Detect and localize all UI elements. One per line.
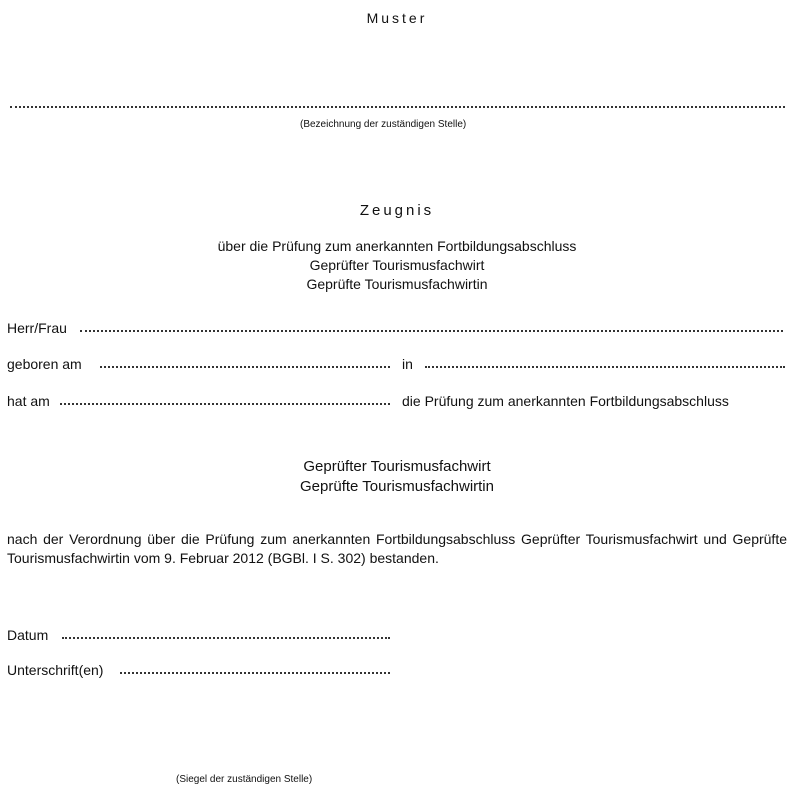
signature-label: Unterschrift(en) [7, 662, 104, 678]
exam-text: die Prüfung zum anerkannten Fortbildungsabschluss [402, 393, 729, 409]
authority-caption: (Bezeichnung der zuständigen Stelle) [300, 119, 467, 130]
signature-dotted-line [120, 672, 390, 674]
qualification-line-2: Geprüfte Tourismusfachwirtin [300, 478, 494, 495]
subtitle-line-1: über die Prüfung zum anerkannten Fortbildungsabschluss [217, 238, 577, 254]
born-label: geboren am [7, 356, 82, 372]
date-passed-dotted-line [60, 403, 390, 405]
authority-dotted-line [10, 106, 785, 108]
name-dotted-line [80, 330, 783, 332]
seal-caption: (Siegel der zuständigen Stelle) [176, 774, 313, 785]
born-date-dotted-line [100, 366, 390, 368]
date-label: Datum [7, 627, 49, 643]
qualification-line-1: Geprüfter Tourismusfachwirt [303, 458, 491, 475]
certificate-title: Zeugnis [359, 202, 435, 219]
muster-heading: Muster [366, 10, 428, 26]
date-passed-label: hat am [7, 393, 50, 409]
name-label: Herr/Frau [7, 320, 67, 336]
subtitle-line-3: Geprüfte Tourismusfachwirtin [306, 276, 488, 292]
date-dotted-line [62, 637, 390, 639]
birthplace-dotted-line [425, 366, 785, 368]
legal-basis-paragraph: nach der Verordnung über die Prüfung zum anerkannten Fortbildungsabschluss Geprüfter Tourismusfachwirt und Geprüfte Tourismusfachwirtin vom 9. Februar 2012 (BGBl. I S. 302) bestanden. [7, 531, 787, 566]
birthplace-label: in [402, 356, 413, 372]
subtitle-line-2: Geprüfter Tourismusfachwirt [309, 257, 485, 273]
